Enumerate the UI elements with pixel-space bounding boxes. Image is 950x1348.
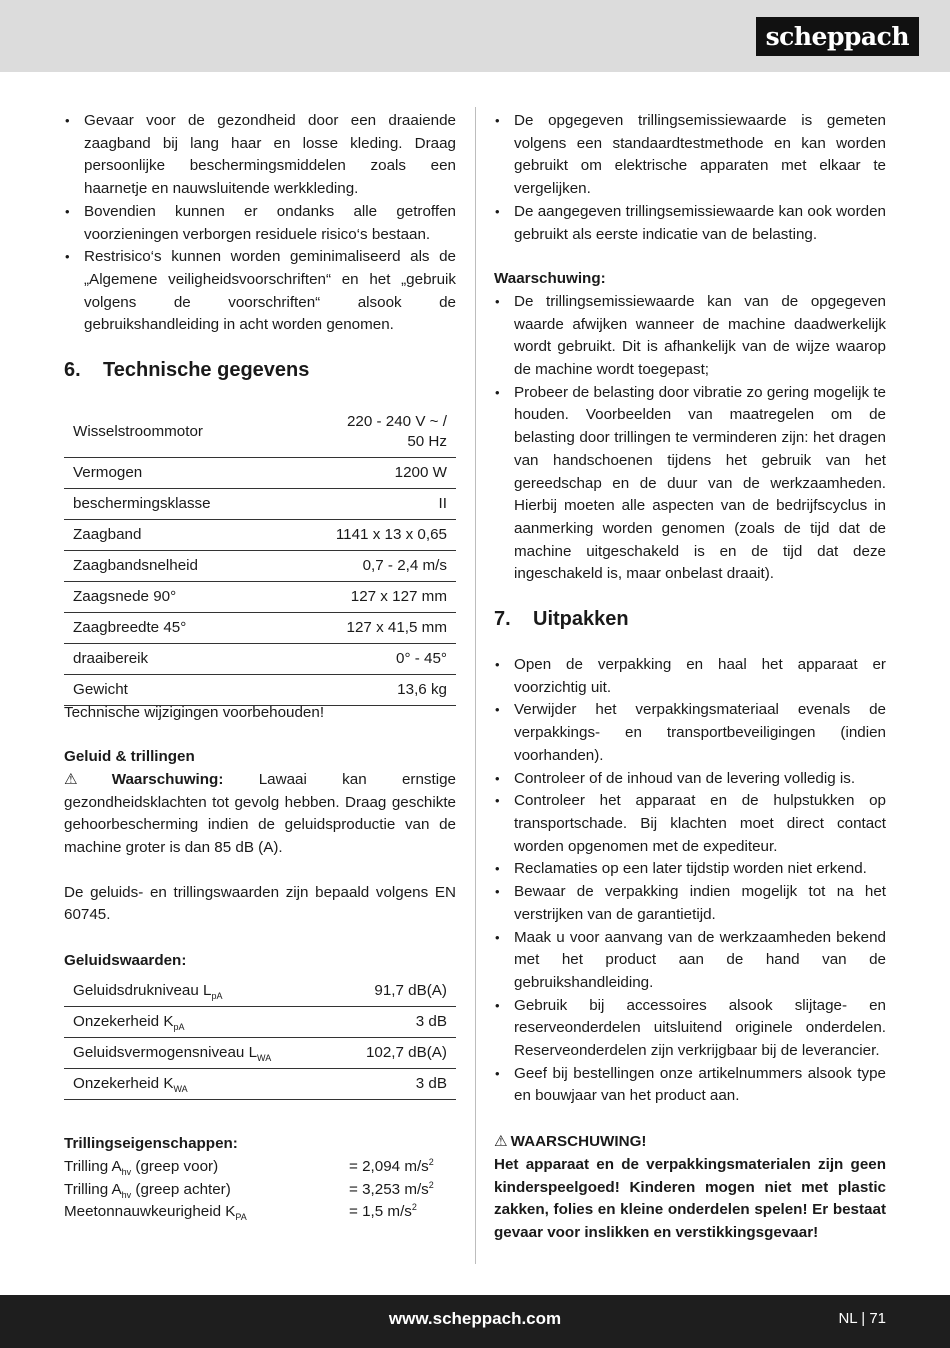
spec-value: 0,7 - 2,4 m/s xyxy=(278,550,456,581)
sound-value: 102,7 dB(A) xyxy=(333,1038,456,1069)
table-row xyxy=(64,643,456,674)
noise-warning: ⚠ Waarschuwing: Lawaai kan ernstige gezondheidsklachten tot gevolg hebben. Draag geschikte gehoorbescherming indien de geluidsproductie van de machine groter is dan 85 dB (A). xyxy=(64,770,456,857)
list-item: • Controleer het apparaat en de hulpstukken op transportschade. Bij klachten moet direct contact worden opgenomen met de expediteur. xyxy=(494,790,886,858)
spec-label: Vermogen xyxy=(64,457,278,488)
section-number: 7. xyxy=(494,608,511,631)
noise-basis: De geluids- en trillingswaarden zijn bepaald volgens EN 60745. xyxy=(64,883,456,924)
spec-label: Gewicht xyxy=(64,674,278,705)
sound-value: 91,7 dB(A) xyxy=(333,976,456,1007)
page-header xyxy=(0,0,950,72)
left-column xyxy=(64,110,456,1224)
list-item: • Bovendien kunnen er ondanks alle getroffen voorzieningen verborgen residuele risico‘s bestaan. xyxy=(64,201,456,246)
footer-url: www.scheppach.com xyxy=(388,1309,562,1328)
noise-heading: Geluid & trillingen xyxy=(64,748,195,766)
vibration-label: Trilling $A_{hv}$ (greep achter) xyxy=(64,1180,231,1200)
scheppach-logo: scheppach xyxy=(756,17,919,56)
sound-label: Geluidsvermogensniveau $L_{WA}$ xyxy=(64,1038,333,1069)
table-row xyxy=(64,1007,456,1038)
warning-bullet-list xyxy=(494,291,886,586)
spec-value: 127 x 127 mm xyxy=(278,581,456,612)
table-row xyxy=(64,674,456,705)
spec-value: 127 x 41,5 mm xyxy=(278,612,456,643)
section-7-heading xyxy=(494,607,886,631)
spec-value: 1200 W xyxy=(278,457,456,488)
page-number: NL | 71 xyxy=(838,1310,886,1327)
list-item: • Maak u voor aanvang van de werkzaamheden bekend met het product aan de hand van de gebruikshandleiding. xyxy=(494,927,886,995)
list-item: • De aangegeven trillingsemissiewaarde kan ook worden gebruikt als eerste indicatie van de belasting. xyxy=(494,201,886,246)
warning-icon: ⚠ xyxy=(494,1133,508,1151)
sound-label: Geluidsdrukniveau $L_{pA}$ xyxy=(64,976,333,1007)
spec-label: Zaagband xyxy=(64,519,278,550)
unpack-bullet-list xyxy=(494,654,886,1108)
spec-value: II xyxy=(278,488,456,519)
vibration-row xyxy=(64,1201,456,1224)
spec-label: beschermingsklasse xyxy=(64,488,278,519)
section-title: Technische gegevens xyxy=(103,359,310,382)
list-item: • Verwijder het verpakkingsmateriaal evenals de verpakkings- en transportbeveiligingen (indien voorhanden). xyxy=(494,699,886,767)
list-item: • Controleer of de inhoud van de levering volledig is. xyxy=(494,768,886,791)
intro-bullet-list xyxy=(64,110,456,337)
technical-data-table xyxy=(64,407,456,706)
table-row xyxy=(64,519,456,550)
sound-values-heading: Geluidswaarden: xyxy=(64,952,187,970)
sound-value: 3 dB xyxy=(333,1069,456,1100)
warning-icon: ⚠ xyxy=(64,770,109,788)
list-item: • Gebruik bij accessoires alsook slijtage- en reserveonderdelen uitsluitend originele onderdelen. Reserveonderdelen zijn verkrijgbaar bij de leverancier. xyxy=(494,995,886,1063)
right-column xyxy=(494,110,886,1245)
sound-value: 3 dB xyxy=(333,1007,456,1038)
column-divider xyxy=(475,107,476,1264)
table-row xyxy=(64,976,456,1007)
spec-note: Technische wijzigingen voorbehouden! xyxy=(64,703,325,721)
table-row xyxy=(64,1038,456,1069)
vibration-label: Meetonnauwkeurigheid $K_{PA}$ xyxy=(64,1203,247,1223)
vibration-value: = 1,5 $m/s^2$ xyxy=(349,1202,417,1221)
table-row xyxy=(64,612,456,643)
list-item: • De opgegeven trillingsemissiewaarde is gemeten volgens een standaardtestmethode en kan worden gebruikt om elektrische apparaten met elkaar te vergelijken. xyxy=(494,110,886,201)
sound-label: Onzekerheid $K_{WA}$ xyxy=(64,1069,333,1100)
vibration-value: = 2,094 $m/s^2$ xyxy=(349,1157,434,1176)
list-item: • Gevaar voor de gezondheid door een draaiende zaagband bij lang haar en losse kleding. Draag persoonlijke beschermingsmiddelen zoals een haarnetje en nauwsluitende werkkleding. xyxy=(64,110,456,201)
sound-values-table xyxy=(64,976,456,1101)
list-item: • Restrisico‘s kunnen worden geminimaliseerd als de „Algemene veiligheidsvoorschriften“ en het „gebruik volgens de voorschriften“ alsook de gebruikshandleiding in acht worden genomen. xyxy=(64,246,456,337)
vibration-value: = 3,253 $m/s^2$ xyxy=(349,1179,434,1198)
spec-value: 0° - 45° xyxy=(278,643,456,674)
table-row xyxy=(64,407,456,457)
section-title: Uitpakken xyxy=(533,608,629,631)
section-6-heading xyxy=(64,358,456,382)
list-item: • Bewaar de verpakking indien mogelijk tot na het verstrijken van de garantietijd. xyxy=(494,881,886,926)
vibration-row xyxy=(64,1179,456,1202)
table-row xyxy=(64,581,456,612)
final-warning-block xyxy=(494,1131,886,1245)
section-number: 6. xyxy=(64,359,81,382)
sound-label: Onzekerheid $K_{pA}$ xyxy=(64,1007,333,1038)
list-item: • De trillingsemissiewaarde kan van de opgegeven waarde afwijken wanneer de machine daadwerkelijk wordt gebruikt. Dit is afhankelijk van de wijze waarop de machine wordt toegepast; xyxy=(494,291,886,382)
emission-bullet-list xyxy=(494,110,886,246)
page-footer xyxy=(0,1295,950,1348)
final-warning-heading: ⚠ WAARSCHUWING! xyxy=(494,1133,647,1151)
list-item: • Geef bij bestellingen onze artikelnummers alsook type en bouwjaar van het product aan. xyxy=(494,1063,886,1108)
vibration-row xyxy=(64,1156,456,1179)
spec-value: 220 - 240 V ~ / 50 Hz xyxy=(278,407,456,457)
table-row xyxy=(64,457,456,488)
table-row xyxy=(64,1069,456,1100)
final-warning-text: Het apparaat en de verpakkingsmaterialen zijn geen kinderspeelgoed! Kinderen mogen niet met plastic zakken, folies en kleine onderdelen spelen! Er bestaat gevaar voor inslikken en verstikkingsgevaar! xyxy=(494,1155,886,1241)
table-row xyxy=(64,550,456,581)
spec-label: draaibereik xyxy=(64,643,278,674)
spec-value: 1141 x 13 x 0,65 xyxy=(278,519,456,550)
spec-label: Zaagbandsnelheid xyxy=(64,550,278,581)
list-item: • Reclamaties op een later tijdstip worden niet erkend. xyxy=(494,858,886,881)
table-row xyxy=(64,488,456,519)
spec-label: Zaagsnede 90° xyxy=(64,581,278,612)
vibration-label: Trilling $A_{hv}$ (greep voor) xyxy=(64,1158,219,1178)
spec-value: 13,6 kg xyxy=(278,674,456,705)
spec-label: Zaagbreedte 45° xyxy=(64,612,278,643)
list-item: • Probeer de belasting door vibratie zo gering mogelijk te houden. Voorbeelden van maatregelen om de belasting door trillingen te verminderen zijn: het dragen van handschoenen tijdens het gebruik van het gereedschap en de duur van de werkzaamheden. Hierbij moeten alle aspecten van de bedrijfscyclus in aanmerking worden genomen (zoals de tijd dat de machine uitgeschakeld is en de tijd dat deze ingeschakeld is, maar onbelast draait). xyxy=(494,382,886,586)
spec-label: Wisselstroommotor xyxy=(64,407,278,457)
warning-heading: Waarschuwing: xyxy=(494,270,606,288)
list-item: • Open de verpakking en haal het apparaat er voorzichtig uit. xyxy=(494,654,886,699)
vibration-heading: Trillingseigenschappen: xyxy=(64,1135,238,1153)
